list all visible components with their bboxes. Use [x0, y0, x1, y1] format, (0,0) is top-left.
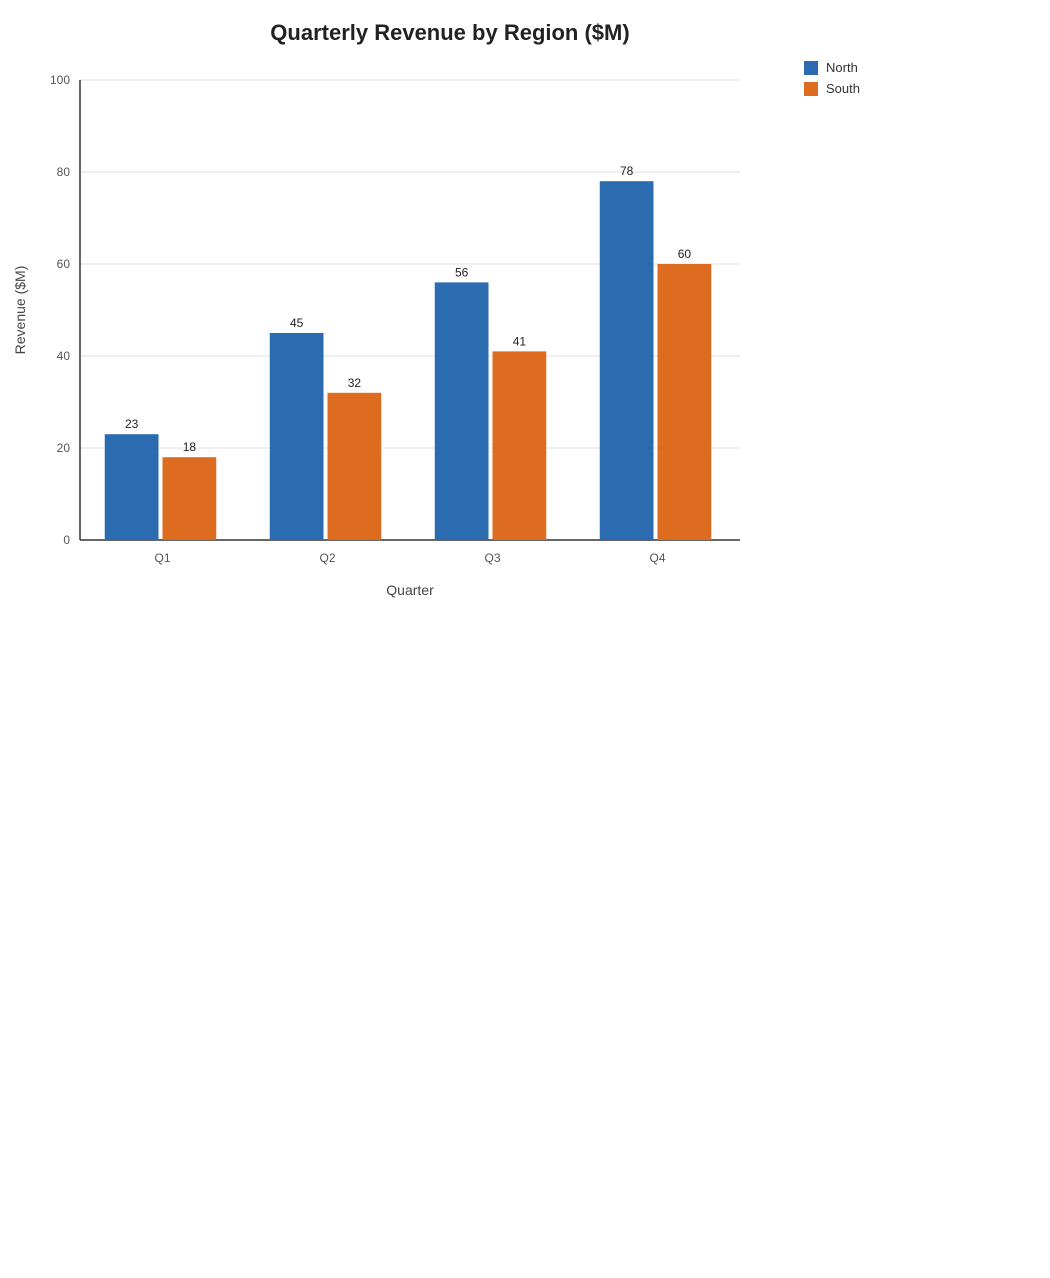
bar	[600, 181, 654, 540]
y-tick-label: 20	[56, 441, 70, 455]
bar	[658, 264, 712, 540]
legend-label: North	[826, 60, 858, 75]
bar-value-label: 18	[182, 440, 197, 455]
x-axis-label: Quarter	[386, 582, 434, 598]
x-tick-label: Q3	[484, 551, 501, 565]
x-tick-label: Q1	[154, 551, 171, 565]
bar-value-label: 60	[677, 247, 692, 261]
x-tick-label: Q4	[649, 551, 666, 565]
legend-item	[804, 60, 860, 75]
chart-title: Quarterly Revenue by Region ($M)	[270, 20, 630, 45]
y-tick-label: 40	[56, 349, 70, 363]
bar	[435, 282, 489, 540]
legend-label: South	[826, 81, 860, 96]
legend-swatch	[804, 61, 818, 75]
bar-value-label: 45	[289, 316, 304, 330]
bar-chart	[0, 0, 900, 620]
chart-legend	[804, 60, 860, 102]
bar	[270, 333, 324, 540]
y-tick-label: 80	[56, 165, 70, 179]
y-tick-label: 60	[56, 257, 70, 271]
x-tick-label: Q2	[319, 551, 336, 565]
y-axis-label: Revenue ($M)	[12, 265, 28, 355]
bar-value-label: 41	[512, 334, 527, 349]
chart-stage	[0, 0, 900, 620]
y-tick-label: 0	[63, 533, 70, 547]
bar-value-label: 23	[124, 417, 139, 432]
bar-value-label: 56	[454, 265, 469, 280]
y-tick-label: 100	[49, 73, 70, 87]
legend-swatch	[804, 82, 818, 96]
bar	[493, 351, 547, 540]
bar	[105, 434, 159, 540]
bar	[163, 457, 217, 540]
legend-item	[804, 81, 860, 96]
bar-value-label: 78	[619, 164, 634, 179]
bar	[328, 393, 382, 540]
bar-value-label: 32	[347, 375, 362, 390]
